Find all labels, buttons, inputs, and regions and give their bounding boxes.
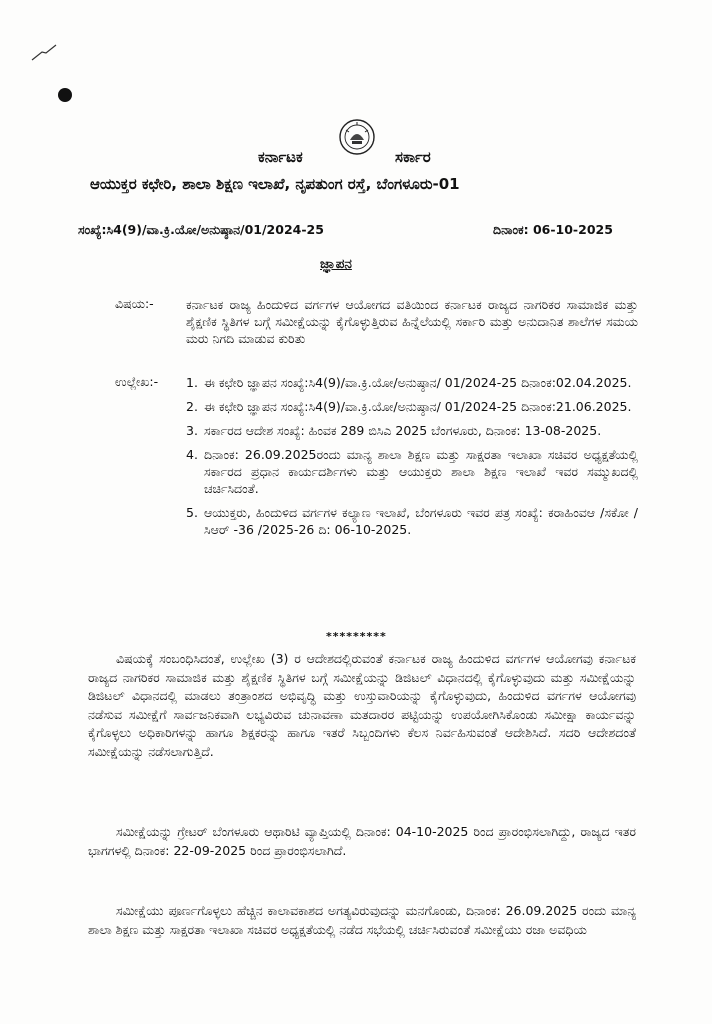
reference-text: ಆಯುಕ್ತರು, ಹಿಂದುಳಿದ ವರ್ಗಗಳ ಕಲ್ಯಾಣ ಇಲಾಖೆ, ಬೆಂಗಳೂರು ಇವರ ಪತ್ರ ಸಂಖ್ಯೆ: ಕರಾಹಿಂವಆ /ಸಕೋ /ಸಿಆರ್ -36 /2025-26 ದಿ: 06-10-2025. [204, 505, 638, 537]
references-list [186, 374, 638, 545]
reference-item [186, 374, 638, 391]
reference-number-label: 3. [186, 423, 198, 438]
reference-text: ಈ ಕಛೇರಿ ಜ್ಞಾಪನ ಸಂಖ್ಯೆ:ಸಿ4(9)/ವಾ.ಕ್ರಿ.ಯೋ/ಅನುಷ್ಠಾನ/ 01/2024-25 ದಿನಾಂಕ:02.04.2025. [204, 375, 632, 390]
reference-item [186, 422, 638, 439]
reference-number: ಸಂಖ್ಯೆ:ಸಿ4(9)/ವಾ.ಕ್ರಿ.ಯೋ/ಅನುಷ್ಠಾನ/01/2024-25 [78, 222, 324, 237]
government-right: ಸರ್ಕಾರ [395, 148, 431, 166]
subject-label: ವಿಷಯ:- [115, 296, 154, 311]
reference-number-label: 2. [186, 399, 198, 414]
body-paragraph-3 [88, 902, 636, 939]
paragraph-text: ಸಮೀಕ್ಷೆಯು ಪೂರ್ಣಗೊಳ್ಳಲು ಹೆಚ್ಚಿನ ಕಾಲಾವಕಾಶದ ಅಗತ್ಯವಿರುವುದನ್ನು ಮನಗೊಂಡು, ದಿನಾಂಕ: 26.09.2025 ರಂದು ಮಾನ್ಯ ಶಾಲಾ ಶಿಕ್ಷಣ ಮತ್ತು ಸಾಕ್ಷರತಾ ಇಲಾಖಾ ಸಚಿವರ ಅಧ್ಯಕ್ಷತೆಯಲ್ಲಿ ನಡೆದ ಸಭೆಯಲ್ಲಿ ಚರ್ಚಿಸಿರುವಂತೆ ಸಮೀಕ್ಷೆಯು ರಜಾ ಅವಧಿಯ [88, 903, 636, 937]
body-paragraph-1 [88, 650, 636, 761]
office-address: ಆಯುಕ್ತರ ಕಛೇರಿ, ಶಾಲಾ ಶಿಕ್ಷಣ ಇಲಾಖೆ, ನೃಪತುಂಗ ರಸ್ತೆ, ಬೆಂಗಳೂರು-01 [90, 175, 460, 193]
paragraph-text: ವಿಷಯಕ್ಕೆ ಸಂಬಂಧಿಸಿದಂತೆ, ಉಲ್ಲೇಖ (3) ರ ಆದೇಶದಲ್ಲಿರುವಂತೆ ಕರ್ನಾಟಕ ರಾಜ್ಯ ಹಿಂದುಳಿದ ವರ್ಗಗಳ ಆಯೋಗವು ಕರ್ನಾಟಕ ರಾಜ್ಯದ ನಾಗರಿಕರ ಸಾಮಾಜಿಕ ಮತ್ತು ಶೈಕ್ಷಣಿಕ ಸ್ಥಿತಿಗಳ ಬಗ್ಗೆ ಸಮೀಕ್ಷೆಯನ್ನು ಡಿಜಿಟಲ್ ವಿಧಾನದಲ್ಲಿ ಕೈಗೊಳ್ಳುವುದು ಮತ್ತು ಸಮೀಕ್ಷೆಯನ್ನು ಡಿಜಿಟಲ್ ವಿಧಾನದಲ್ಲಿ ಮಾಡಲು ತಂತ್ರಾಂಶದ ಅಭಿವೃದ್ಧಿ ಮತ್ತು ಉಸ್ತುವಾರಿಯನ್ನು ಕೈಗೊಳ್ಳುವುದು, ಹಿಂದುಳಿದ ವರ್ಗಗಳ ಆಯೋಗವು ನಡೆಸುವ ಸಮೀಕ್ಷೆಗೆ ಸಾರ್ವಜನಿಕವಾಗಿ ಲಭ್ಯವಿರುವ ಚುನಾವಣಾ ಮತದಾರರ ಪಟ್ಟಿಯನ್ನು ಉಪಯೋಗಿಸಿಕೊಂಡು ಸಮೀಕ್ಷಾ ಕಾರ್ಯವನ್ನು ಕೈಗೊಳ್ಳಲು ಅಧಿಕಾರಿಗಳನ್ನು ಹಾಗೂ ಶಿಕ್ಷಕರನ್ನು ಹಾಗೂ ಇತರೆ ಸಿಬ್ಬಂದಿಗಳು ಕೆಲಸ ನಿರ್ವಹಿಸುವಂತೆ ಆದೇಶಿಸಿದೆ. ಸದರಿ ಆದೇಶದಂತೆ ಸಮೀಕ್ಷೆಯನ್ನು ನಡೆಸಲಾಗುತ್ತಿದೆ. [88, 651, 636, 759]
memo-title: ಜ್ಞಾಪನ [320, 256, 352, 272]
reference-number-label: 5. [186, 505, 198, 520]
document-date: ದಿನಾಂಕ: 06-10-2025 [493, 222, 613, 237]
pen-mark [30, 42, 60, 62]
subject-text: ಕರ್ನಾಟಕ ರಾಜ್ಯ ಹಿಂದುಳಿದ ವರ್ಗಗಳ ಆಯೋಗದ ವತಿಯಿಂದ ಕರ್ನಾಟಕ ರಾಜ್ಯದ ನಾಗರಿಕರ ಸಾಮಾಜಿಕ ಮತ್ತು ಶೈಕ್ಷಣಿಕ ಸ್ಥಿತಿಗಳ ಬಗ್ಗೆ ಸಮೀಕ್ಷೆಯನ್ನು ಕೈಗೊಳ್ಳುತ್ತಿರುವ ಹಿನ್ನೆಲೆಯಲ್ಲಿ ಸರ್ಕಾರಿ ಮತ್ತು ಅನುದಾನಿತ ಶಾಲೆಗಳ ಸಮಯ ಮರು ನಿಗದಿ ಮಾಡುವ ಕುರಿತು [186, 297, 638, 346]
reference-text: ಈ ಕಛೇರಿ ಜ್ಞಾಪನ ಸಂಖ್ಯೆ:ಸಿ4(9)/ವಾ.ಕ್ರಿ.ಯೋ/ಅನುಷ್ಠಾನ/ 01/2024-25 ದಿನಾಂಕ:21.06.2025. [204, 399, 632, 414]
paragraph-text: ಸಮೀಕ್ಷೆಯನ್ನು ಗ್ರೇಟರ್ ಬೆಂಗಳೂರು ಆಥಾರಿಟಿ ವ್ಯಾಪ್ತಿಯಲ್ಲಿ ದಿನಾಂಕ: 04-10-2025 ರಿಂದ ಪ್ರಾರಂಭಿಸಲಾಗಿದ್ದು, ರಾಜ್ಯದ ಇತರ ಭಾಗಗಳಲ್ಲಿ ದಿನಾಂಕ: 22-09-2025 ರಿಂದ ಪ್ರಾರಂಭಿಸಲಾಗಿದೆ. [88, 824, 636, 858]
reference-text: ದಿನಾಂಕ: 26.09.2025ರಂದು ಮಾನ್ಯ ಶಾಲಾ ಶಿಕ್ಷಣ ಮತ್ತು ಸಾಕ್ಷರತಾ ಇಲಾಖಾ ಸಚಿವರ ಅಧ್ಯಕ್ಷತೆಯಲ್ಲಿ ಸರ್ಕಾರದ ಪ್ರಧಾನ ಕಾರ್ಯದರ್ಶಿಗಳು ಮತ್ತು ಆಯುಕ್ತರು ಶಾಲಾ ಶಿಕ್ಷಣ ಇಲಾಖೆ ಇವರ ಸಮ್ಮುಖದಲ್ಲಿ ಚರ್ಚಿಸಿದಂತೆ. [204, 447, 638, 496]
reference-item [186, 398, 638, 415]
reference-item [186, 446, 638, 497]
body-paragraph-2 [88, 823, 636, 860]
references-label: ಉಲ್ಲೇಖ:- [115, 374, 159, 389]
reference-number-label: 4. [186, 447, 198, 462]
reference-number-label: 1. [186, 375, 198, 390]
reference-item [186, 504, 638, 538]
ink-dot [58, 88, 72, 102]
government-left: ಕರ್ನಾಟಕ [258, 148, 303, 166]
government-title [0, 148, 712, 170]
section-separator: ********* [326, 630, 387, 643]
reference-text: ಸರ್ಕಾರದ ಆದೇಶ ಸಂಖ್ಯೆ: ಹಿಂವಕ 289 ಬಿಸಿಎ 2025 ಬೆಂಗಳೂರು, ದಿನಾಂಕ: 13-08-2025. [204, 423, 602, 438]
